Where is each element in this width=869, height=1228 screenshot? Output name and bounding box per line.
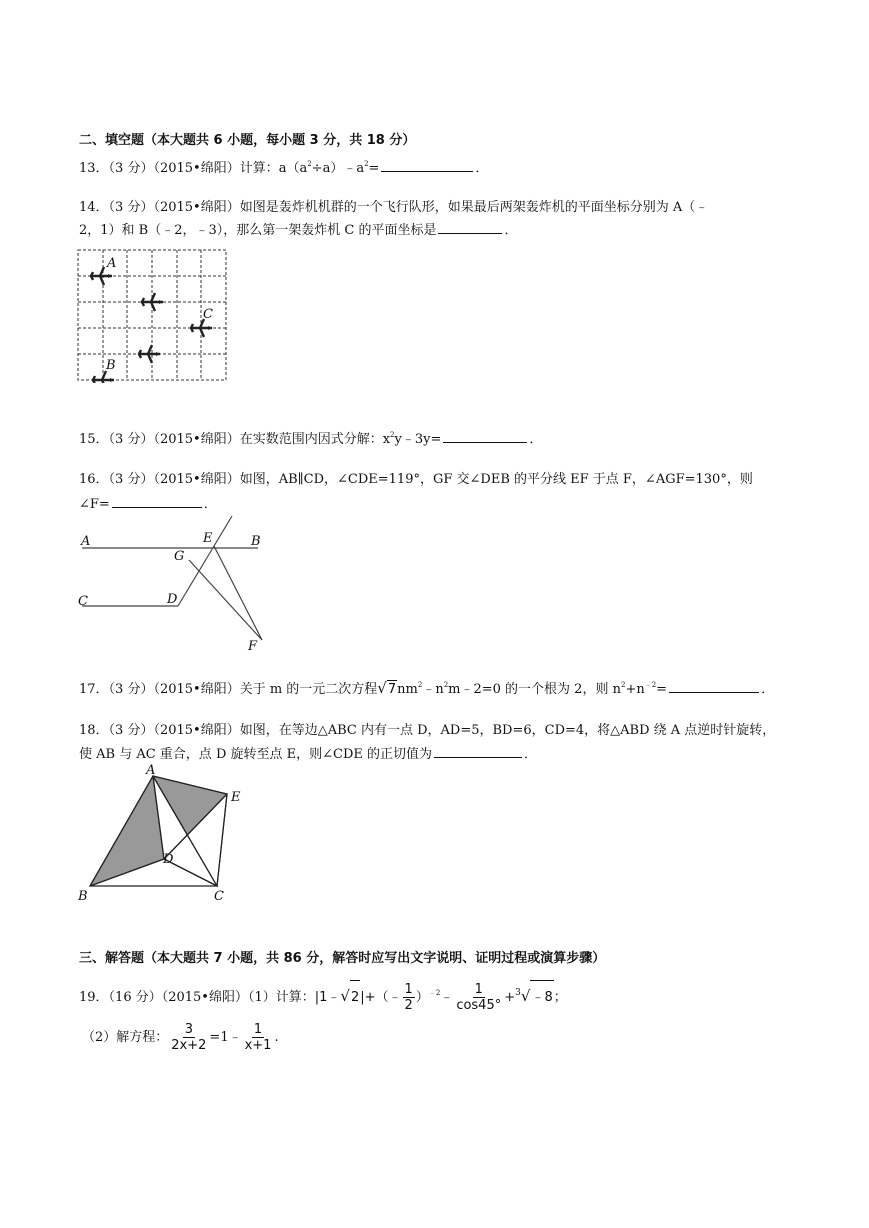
- label-e: E: [231, 790, 241, 805]
- fraction-denominator: 2x+2: [171, 1038, 207, 1053]
- label-a: A: [107, 256, 117, 271]
- q15-answer-blank[interactable]: [443, 430, 527, 443]
- label-a: A: [146, 763, 156, 778]
- question-17: [79, 676, 774, 699]
- q18-text: ．: [524, 747, 538, 762]
- q17-text: nm: [397, 682, 418, 697]
- fraction-numerator: 3: [184, 1022, 193, 1037]
- label-b: B: [106, 358, 116, 373]
- label-g: G: [174, 549, 185, 564]
- sqrt-icon: √: [377, 679, 387, 697]
- q19-cbrt-index: 3: [515, 988, 521, 998]
- q19-half-fraction: [403, 982, 415, 1013]
- q18-text: 使 AB 与 AC 重合，点 D 旋转至点 E，则∠CDE 的正切值为: [79, 747, 432, 762]
- fraction-denominator: 2: [404, 998, 413, 1013]
- cube-root-icon: √: [520, 987, 531, 1005]
- q14-formation-figure: [76, 248, 230, 383]
- label-c: C: [214, 889, 224, 904]
- fraction-numerator: 1: [253, 1022, 263, 1037]
- q17-sup: 2: [620, 681, 626, 689]
- q19-minus: ﹣: [440, 990, 454, 1005]
- q13-sup: 2: [364, 160, 369, 168]
- label-f: F: [248, 639, 258, 652]
- label-b: B: [251, 534, 261, 549]
- label-d: D: [163, 852, 174, 867]
- q13-text: ．: [475, 161, 489, 176]
- label-b: B: [78, 889, 88, 904]
- q14-answer-blank[interactable]: [438, 221, 502, 234]
- label-a: A: [81, 534, 91, 549]
- q19-eq-end: .: [274, 1030, 279, 1045]
- q17-text: ﹣n: [422, 682, 444, 697]
- plane-icon: [138, 345, 160, 363]
- question-19-part-1: 19．（16 分）（2015•绵阳）（1）计算：|1﹣√2|+（﹣ $\frac{1}{2}$ ）$^{﹣2}$﹣ $\frac{1}{\cos 45^\circ}$ +$^3$√﹣8；: [79, 982, 567, 1013]
- q18-answer-blank[interactable]: [434, 745, 522, 758]
- q19-sqrt-radicand: 2: [350, 980, 360, 1015]
- q19-abs-close: |+（﹣: [360, 990, 402, 1005]
- q13-sup: 2: [307, 160, 312, 168]
- q17-text: ．: [761, 682, 775, 697]
- q13-text: =: [368, 161, 380, 176]
- q17-text: +n: [625, 682, 645, 697]
- q19-cbrt-radicand: ﹣8: [530, 980, 553, 1015]
- q15-text: y﹣3y=: [394, 432, 442, 447]
- label-c: C: [203, 307, 213, 322]
- sqrt-icon: √: [340, 987, 350, 1005]
- q14-text: ．: [504, 223, 518, 238]
- q15-sup: 2: [390, 431, 395, 439]
- q13-text: ÷a）﹣a: [311, 161, 365, 176]
- q17-text: =: [656, 682, 668, 697]
- q16-parallel-lines-figure: [76, 512, 276, 652]
- fraction-numerator: 1: [474, 982, 483, 997]
- q17-text: 17．（3 分）（2015•绵阳）关于 m 的一元二次方程: [79, 682, 378, 697]
- q15-text: ．: [529, 432, 543, 447]
- q19-exponent: ﹣2: [428, 989, 441, 997]
- q19-cos-fraction: [454, 982, 503, 1013]
- question-15: [79, 426, 542, 449]
- q13-text: 13．（3 分）（2015•绵阳）计算：a（a: [79, 161, 308, 176]
- section-3-title: 三、解答题（本大题共 7 小题，共 86 分，解答时应写出文字说明、证明过程或演算步骤）: [79, 951, 606, 966]
- q15-text: 15．（3 分）（2015•绵阳）在实数范围内因式分解：x: [79, 432, 391, 447]
- q17-answer-blank[interactable]: [669, 680, 759, 693]
- q17-sup: 2: [417, 681, 423, 689]
- q16-text: ∠F=: [79, 497, 110, 512]
- q16-answer-blank[interactable]: [112, 495, 202, 508]
- q18-rotation-figure: [74, 762, 264, 907]
- q19-eq-fraction-left: [169, 1022, 208, 1053]
- q14-text: 2，1）和 B（﹣2，﹣3），那么第一架轰炸机 C 的平面坐标是: [79, 223, 437, 238]
- q17-radicand: 7: [387, 682, 397, 697]
- q19-eq-mid: =1﹣: [209, 1030, 242, 1045]
- fraction-denominator: x+1: [244, 1038, 272, 1053]
- q19-semicolon: ；: [553, 990, 567, 1005]
- q13-answer-blank[interactable]: [381, 159, 473, 172]
- fraction-denominator: cos45°: [456, 998, 502, 1013]
- q19-eq-fraction-right: [243, 1022, 274, 1053]
- label-d: D: [167, 592, 178, 607]
- q17-sup: ﹣2: [644, 681, 657, 689]
- question-18-line-1: 18．（3 分）（2015•绵阳）如图，在等边△ABC 内有一点 D，AD=5，BD=6，CD=4，将△ABD 绕 A 点逆时针旋转，: [79, 723, 776, 738]
- q19-text: （2）解方程：: [82, 1030, 169, 1045]
- fraction-numerator: 1: [404, 982, 413, 997]
- question-19-part-2: [82, 1020, 279, 1056]
- q19-abs-open: |1﹣: [314, 990, 341, 1005]
- question-14-line-2: [79, 221, 518, 240]
- q17-sup: 2: [443, 681, 449, 689]
- question-13: [79, 155, 488, 178]
- question-16-line-1: 16．（3 分）（2015•绵阳）如图，AB∥CD，∠CDE=119°，GF 交∠DEB 的平分线 EF 于点 F，∠AGF=130°，则: [79, 472, 753, 487]
- section-2-title: 二、填空题（本大题共 6 小题，每小题 3 分，共 18 分）: [79, 133, 416, 148]
- q16-text: ．: [203, 497, 217, 512]
- question-14-line-1: 14．（3 分）（2015•绵阳）如图是轰炸机机群的一个飞行队形，如果最后两架轰炸机的平面坐标分别为 A（﹣: [79, 200, 709, 215]
- q19-plus: +: [504, 990, 516, 1005]
- label-c: C: [78, 594, 88, 609]
- q17-text: m﹣2=0 的一个根为 2，则 n: [448, 682, 621, 697]
- q19-text: 19．（16 分）（2015•绵阳）（1）计算：: [79, 990, 315, 1005]
- label-e: E: [203, 531, 213, 546]
